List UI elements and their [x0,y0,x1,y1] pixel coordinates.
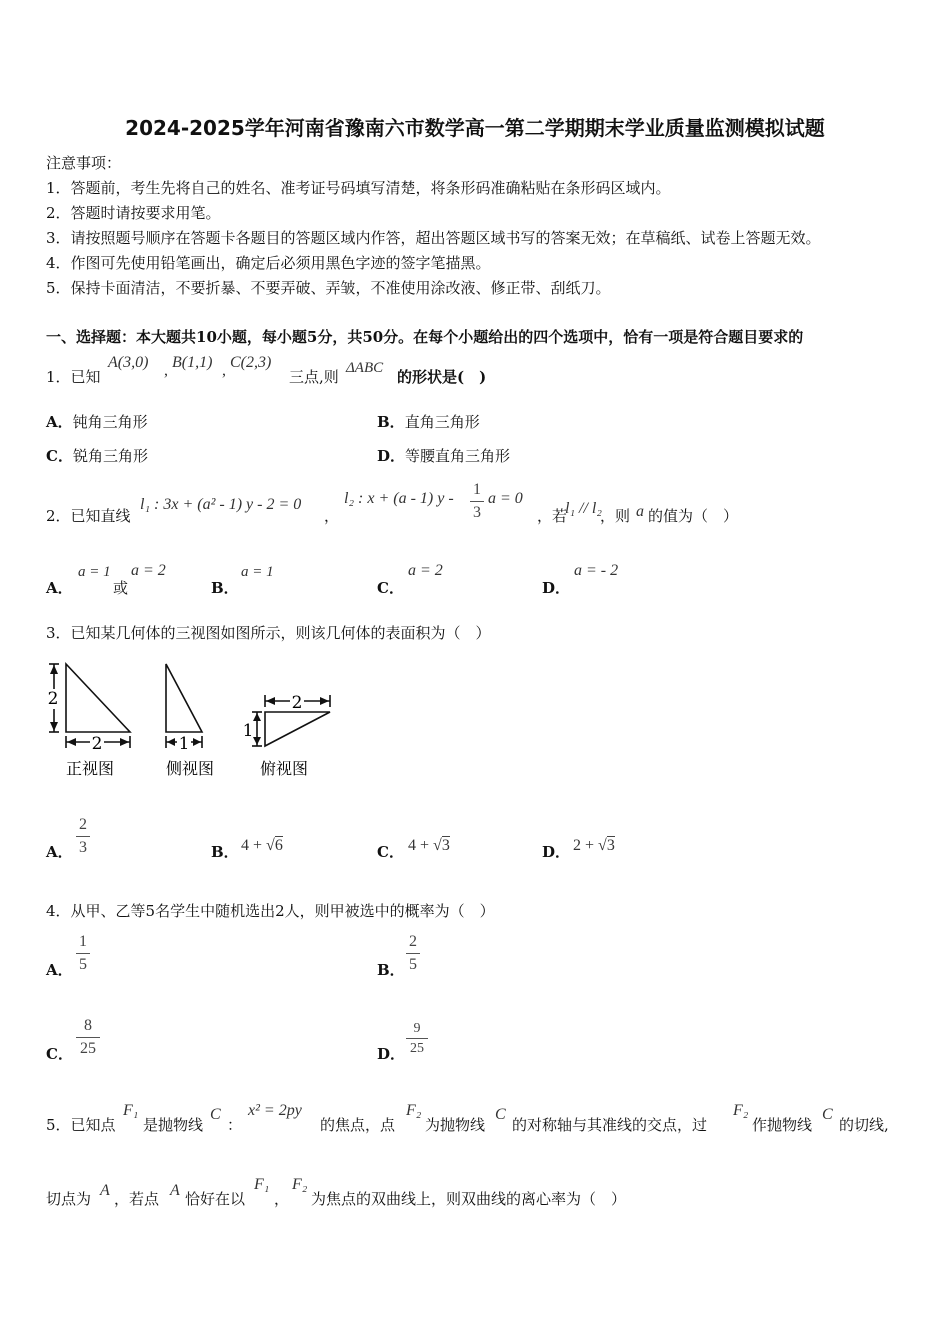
q5-f1: F₁ [123,1102,139,1119]
section-heading: 一、选择题：本大题共10小题，每小题5分，共50分。在每个小题给出的四个选项中，恰有一项是符合题目要求的 [46,328,804,346]
q5-f2: F₂ [292,1176,308,1193]
front-view-caption: 正视图 [65,759,115,778]
side-view-caption: 侧视图 [165,759,215,778]
page-title: 2024-2025学年河南省豫南六市数学高一第二学期期末学业质量监测模拟试题 [125,116,825,140]
q1-point-b: B(1,1) [172,354,213,371]
q5-curve-c: C [210,1106,221,1123]
notice-item: 2．答题时请按要求用笔。 [46,204,221,222]
q2-line-l2: l₂ : x + (a - 1) y - [344,490,454,507]
q5-text: 是抛物线 [143,1116,204,1134]
notice-item: 4．作图可先使用铅笔画出，确定后必须用黑色字迹的签字笔描黑。 [46,254,491,272]
q3-option-a: A． [46,843,73,861]
q2-fraction: 1 3 [470,480,484,523]
q4-option-b-frac: 2 5 [406,932,420,975]
q3-option-b: B． [211,843,239,861]
q5-point-a: A [100,1182,110,1199]
front-height-label: 2 [47,689,59,709]
q2-text: ，则 [600,507,631,525]
q2-var: a [636,503,644,520]
top-view-triangle [265,712,330,746]
q5-text: ，若点 [114,1190,160,1208]
q2-option-c-v: a = 2 [408,562,443,579]
question-4: 4．从甲、乙等5名学生中随机选出2人，则甲被选中的概率为（ ） [46,902,495,920]
question-3: 3．已知某几何体的三视图如图所示，则该几何体的表面积为（ ） [46,624,491,642]
top-width-label: 2 [291,693,303,713]
q1-triangle: ΔABC [346,360,384,376]
q1-comma: , [222,362,226,379]
q5-f2: F₂ [406,1102,422,1119]
q1-comma: , [164,362,168,379]
q4-option-a: A． [46,961,73,979]
q2-option-a: A． [46,579,73,597]
q5-text: 作抛物线 [752,1116,813,1134]
q2-sep: ， [324,507,340,525]
q4-option-d: D． [377,1045,406,1063]
top-height-label: 1 [242,721,254,741]
q1-option-b: B．直角三角形 [377,413,480,431]
q1-text: 的形状是( ) [397,368,487,386]
side-view-triangle [166,664,202,732]
q4-option-c: C． [46,1045,73,1063]
notice-item: 3．请按照题号顺序在答题卡各题目的答题区域内作答，超出答题区域书写的答案无效；在草稿纸、试卷上答题无效。 [46,229,821,247]
question-2: 2．已知直线 [46,507,131,525]
q2-option-a-v1: a = 1 [78,564,111,580]
q2-option-a-v2: a = 2 [131,562,166,579]
q2-text: ，若 [537,507,568,525]
q2-line-l1: l₁ : 3x + (a² - 1) y - 2 = 0 [140,496,302,513]
q5-curve-c: C [822,1106,833,1123]
q4-option-d-frac: 9 25 [406,1020,428,1057]
q1-number: 1． [46,368,71,386]
q5-colon: ： [227,1116,243,1134]
top-view-caption: 俯视图 [259,759,309,778]
q5-text: 为焦点的双曲线上，则双曲线的离心率为（ ） [311,1190,627,1208]
three-views-figure [44,656,334,782]
q5-f1: F₁ [254,1176,270,1193]
side-width-label: 1 [178,734,190,754]
q3-option-c-val: 4 + √3 [408,837,450,854]
q5-text: 恰好在以 [185,1190,246,1208]
q2-condition: l₁ // l₂ [565,500,602,517]
notice-item: 1．答题前，考生先将自己的姓名、准考证号码填写清楚，将条形码准确粘贴在条形码区域内。 [46,179,671,197]
question-5: 5．已知点 [46,1116,116,1134]
q5-equation: x² = 2py [248,1102,302,1119]
q1-point-c: C(2,3) [230,354,272,371]
q2-option-c: C． [377,579,404,597]
q2-line-l2-end: a = 0 [488,490,523,507]
q5-text: 的焦点，点 [320,1116,396,1134]
q2-option-a-or: 或 [113,579,129,597]
q5-text: 的切线, [839,1116,889,1134]
q5-point-a: A [170,1182,180,1199]
notice-heading: 注意事项： [46,154,122,172]
front-width-label: 2 [91,734,103,754]
q1-option-c: C．锐角三角形 [46,447,148,465]
q1-option-a: A．钝角三角形 [46,413,148,431]
q5-curve-c: C [495,1106,506,1123]
q5-text: 为抛物线 [425,1116,486,1134]
q1-point-a: A(3,0) [108,354,149,371]
q5-text: ， [274,1190,290,1208]
q4-option-b: B． [377,961,405,979]
q3-option-d-val: 2 + √3 [573,837,615,854]
q1-text: 三点,则 [289,368,339,386]
q3-option-b-val: 4 + √6 [241,837,283,854]
q5-line2: 切点为 [46,1190,92,1208]
q2-option-d: D． [542,579,571,597]
front-view-triangle [66,664,130,732]
q3-option-a-frac: 2 3 [76,815,90,858]
q4-option-c-frac: 8 25 [76,1016,100,1059]
q2-text: 的值为（ ） [648,507,739,525]
q5-text: 的对称轴与其准线的交点，过 [512,1116,708,1134]
q5-f2: F₂ [733,1102,749,1119]
q1-option-d: D．等腰直角三角形 [377,447,511,465]
q2-option-b-v: a = 1 [241,564,274,580]
question-1 [46,366,101,387]
q4-option-a-frac: 1 5 [76,932,90,975]
q1-text: 已知 [70,368,101,386]
q3-option-c: C． [377,843,404,861]
q2-option-d-v: a = - 2 [574,562,619,579]
q2-option-b: B． [211,579,239,597]
q3-option-d: D． [542,843,571,861]
notice-item: 5．保持卡面清洁，不要折暴、不要弄破、弄皱，不准使用涂改液、修正带、刮纸刀。 [46,279,611,297]
